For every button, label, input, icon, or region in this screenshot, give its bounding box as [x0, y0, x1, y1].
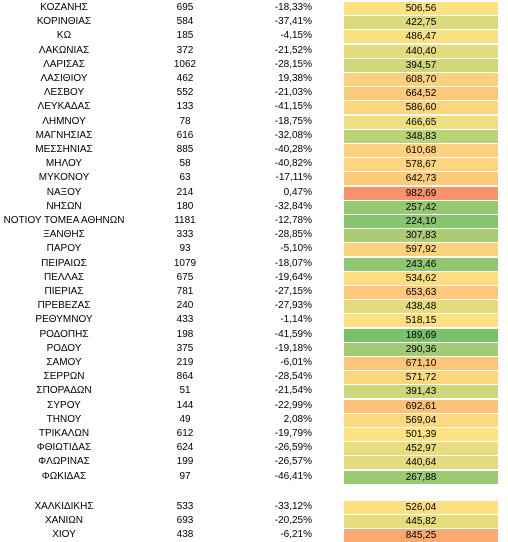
- region-name-cell: ΧΙΟΥ: [52, 529, 76, 541]
- table-row: [0, 455, 508, 469]
- count-cell: 781: [176, 286, 194, 297]
- table-row: [0, 115, 508, 129]
- value-cell: 571,72: [344, 370, 498, 384]
- percent-change-cell: -41,15%: [274, 101, 312, 113]
- table-row: [0, 257, 508, 271]
- value-cell: 440,40: [344, 44, 498, 58]
- region-name-cell: ΤΗΝΟΥ: [46, 413, 82, 425]
- table-row: [0, 171, 508, 185]
- table-row: [0, 200, 508, 214]
- value-cell: 569,04: [344, 413, 498, 427]
- table-row: [0, 427, 508, 441]
- value-cell: 257,42: [344, 200, 498, 214]
- percent-change-cell: -27,93%: [274, 300, 312, 312]
- region-name-cell: ΤΡΙΚΑΛΩΝ: [38, 428, 90, 439]
- region-name-cell: ΠΡΕΒΕΖΑΣ: [37, 300, 91, 312]
- count-cell: 198: [176, 328, 194, 340]
- percent-change-cell: -12,78%: [274, 215, 312, 226]
- region-name-cell: ΦΩΚΙΔΑΣ: [41, 470, 87, 482]
- region-name-cell: ΜΗΛΟΥ: [45, 158, 83, 170]
- table-row: [0, 370, 508, 384]
- region-name-cell: ΦΘΙΩΤΙΔΑΣ: [36, 442, 92, 454]
- value-cell: 452,97: [344, 441, 498, 455]
- count-cell: 199: [176, 456, 194, 468]
- region-name-cell: ΛΑΡΙΣΑΣ: [43, 58, 85, 70]
- count-cell: 1079: [173, 257, 197, 269]
- count-cell: 58: [179, 158, 191, 170]
- value-cell: 290,36: [344, 342, 498, 356]
- table-row: [0, 313, 508, 327]
- count-cell: 552: [176, 87, 194, 99]
- value-cell: 653,63: [344, 285, 498, 299]
- region-name-cell: ΜΕΣΣΗΝΙΑΣ: [35, 144, 93, 155]
- value-cell: 608,70: [344, 72, 498, 86]
- table-row: [0, 72, 508, 86]
- region-name-cell: ΛΑΣΙΘΙΟΥ: [40, 73, 88, 84]
- percent-change-cell: -21,52%: [274, 44, 312, 56]
- percent-change-cell: -6,01%: [280, 357, 312, 368]
- region-name-cell: ΠΑΡΟΥ: [46, 243, 82, 255]
- value-cell: 445,82: [344, 514, 498, 528]
- percent-change-cell: -28,15%: [274, 58, 312, 70]
- percent-change-cell: 0,47%: [283, 186, 312, 198]
- percent-change-cell: -19,18%: [274, 342, 312, 354]
- value-cell: 307,83: [344, 228, 498, 242]
- value-cell: 586,60: [344, 100, 498, 114]
- value-cell: 642,73: [344, 171, 498, 185]
- value-cell: 348,83: [344, 129, 498, 143]
- table-row: [0, 44, 508, 58]
- region-name-cell: ΛΕΥΚΑΔΑΣ: [37, 101, 91, 113]
- value-cell: 394,57: [344, 58, 498, 72]
- percent-change-cell: -28,54%: [274, 371, 312, 383]
- count-cell: 214: [176, 186, 194, 198]
- count-cell: 93: [179, 243, 191, 255]
- percent-change-cell: -26,57%: [274, 456, 312, 468]
- value-cell: 391,43: [344, 384, 498, 398]
- percent-change-cell: 19,38%: [278, 73, 312, 84]
- region-name-cell: ΡΕΘΥΜΝΟΥ: [35, 314, 93, 326]
- count-cell: 63: [179, 172, 191, 184]
- count-cell: 462: [176, 73, 194, 84]
- count-cell: 49: [179, 413, 191, 425]
- region-name-cell: ΣΑΜΟΥ: [46, 357, 82, 368]
- percent-change-cell: -17,11%: [275, 172, 312, 184]
- region-name-cell: ΣΠΟΡΑΔΩΝ: [36, 385, 92, 397]
- count-cell: 584: [176, 16, 194, 28]
- value-cell: 189,69: [344, 328, 498, 342]
- region-name-cell: ΜΥΚΟΝΟΥ: [38, 172, 90, 184]
- table-row: [0, 413, 508, 427]
- count-cell: 438: [176, 529, 194, 541]
- region-name-cell: ΣΥΡΟΥ: [47, 399, 81, 411]
- count-cell: 375: [176, 342, 194, 354]
- count-cell: 1062: [173, 58, 197, 70]
- region-name-cell: ΜΑΓΝΗΣΙΑΣ: [35, 129, 93, 141]
- percent-change-cell: -18,07%: [274, 257, 312, 269]
- count-cell: 219: [176, 357, 194, 368]
- count-cell: 78: [179, 115, 191, 127]
- table-row: [0, 15, 508, 29]
- region-name-cell: ΡΟΔΟΥ: [46, 342, 82, 354]
- percent-change-cell: -33,12%: [274, 501, 312, 512]
- table-row: [0, 470, 508, 484]
- percent-change-cell: -46,41%: [274, 470, 312, 482]
- count-cell: 533: [176, 501, 194, 512]
- value-cell: 526,04: [344, 500, 498, 514]
- percent-change-cell: -28,85%: [274, 229, 312, 241]
- count-cell: 695: [176, 2, 194, 13]
- percent-change-cell: -32,84%: [274, 200, 312, 212]
- table-row: [0, 214, 508, 228]
- value-cell: 664,52: [344, 86, 498, 100]
- value-cell: 578,67: [344, 157, 498, 171]
- count-cell: 51: [179, 385, 191, 397]
- percent-change-cell: -21,03%: [274, 87, 312, 99]
- table-row: [0, 58, 508, 72]
- value-cell: 267,88: [344, 470, 498, 484]
- table-row: [0, 29, 508, 43]
- value-cell: 671,10: [344, 356, 498, 370]
- value-cell: 610,68: [344, 143, 498, 157]
- count-cell: 864: [176, 371, 194, 383]
- table-row: [0, 129, 508, 143]
- region-name-cell: ΦΛΩΡΙΝΑΣ: [38, 456, 90, 468]
- region-name-cell: ΛΗΜΝΟΥ: [42, 115, 86, 127]
- table-row: [0, 1, 508, 15]
- percent-change-cell: -1,14%: [280, 314, 312, 326]
- value-cell: 486,47: [344, 29, 498, 43]
- count-cell: 885: [176, 144, 194, 155]
- count-cell: 372: [176, 44, 194, 56]
- percent-change-cell: -18,75%: [274, 115, 312, 127]
- table-row: [0, 242, 508, 256]
- table-row: [0, 285, 508, 299]
- count-cell: 675: [176, 271, 194, 283]
- value-cell: 438,48: [344, 299, 498, 313]
- percent-change-cell: -19,64%: [274, 271, 312, 283]
- table-row: [0, 328, 508, 342]
- region-name-cell: ΛΕΣΒΟΥ: [43, 87, 85, 99]
- region-name-cell: ΠΕΛΛΑΣ: [43, 271, 85, 283]
- table-row: [0, 271, 508, 285]
- table-row: [0, 384, 508, 398]
- count-cell: 1181: [174, 215, 196, 226]
- percent-change-cell: -20,25%: [274, 515, 312, 527]
- value-cell: 982,69: [344, 186, 498, 200]
- value-cell: 243,46: [344, 257, 498, 271]
- count-cell: 333: [176, 229, 194, 241]
- table-row: [0, 500, 508, 514]
- region-name-cell: ΝΟΤΙΟΥ ΤΟΜΕΑ ΑΘΗΝΩΝ: [3, 215, 125, 226]
- region-name-cell: ΞΑΝΘΗΣ: [43, 229, 85, 241]
- value-cell: 466,65: [344, 115, 498, 129]
- percent-change-cell: -26,59%: [274, 442, 312, 454]
- region-name-cell: ΧΑΝΙΩΝ: [44, 515, 84, 527]
- count-cell: 624: [176, 442, 194, 454]
- percent-change-cell: -27,15%: [274, 286, 312, 297]
- region-name-cell: ΚΟΖΑΝΗΣ: [40, 2, 88, 13]
- percent-change-cell: -37,41%: [274, 16, 312, 28]
- percent-change-cell: -32,08%: [274, 129, 312, 141]
- table-row: [0, 399, 508, 413]
- table-row: [0, 143, 508, 157]
- percent-change-cell: -19,79%: [274, 428, 312, 439]
- count-cell: 612: [176, 428, 194, 439]
- region-name-cell: ΚΩ: [56, 30, 72, 42]
- region-name-cell: ΠΕΙΡΑΙΩΣ: [41, 257, 87, 269]
- table-row: [0, 441, 508, 455]
- percent-change-cell: -40,82%: [274, 158, 312, 170]
- count-cell: 616: [176, 129, 194, 141]
- percent-change-cell: -41,59%: [274, 328, 312, 340]
- value-cell: 422,75: [344, 15, 498, 29]
- count-cell: 240: [176, 300, 194, 312]
- region-name-cell: ΚΟΡΙΝΘΙΑΣ: [36, 16, 92, 28]
- count-cell: 97: [179, 470, 191, 482]
- table-row: [0, 157, 508, 171]
- value-cell: 518,15: [344, 313, 498, 327]
- value-cell: 501,39: [344, 427, 498, 441]
- table-row: [0, 299, 508, 313]
- region-name-cell: ΛΑΚΩΝΙΑΣ: [38, 44, 90, 56]
- region-name-cell: ΧΑΛΚΙΔΙΚΗΣ: [34, 501, 94, 512]
- table-row: [0, 228, 508, 242]
- value-cell: 534,62: [344, 271, 498, 285]
- percent-change-cell: -6,21%: [280, 529, 312, 541]
- percent-change-cell: 2,08%: [283, 413, 312, 425]
- table-row: [0, 342, 508, 356]
- value-cell: 224,10: [344, 214, 498, 228]
- region-name-cell: ΡΟΔΟΠΗΣ: [39, 328, 89, 340]
- region-name-cell: ΝΑΞΟΥ: [46, 186, 82, 198]
- percent-change-cell: -40,28%: [274, 144, 312, 155]
- percent-change-cell: -21,54%: [274, 385, 312, 397]
- percent-change-cell: -5,10%: [280, 243, 312, 255]
- value-cell: 597,92: [344, 242, 498, 256]
- count-cell: 185: [176, 30, 194, 42]
- table-row: [0, 514, 508, 528]
- table-row: [0, 86, 508, 100]
- region-name-cell: ΠΙΕΡΙΑΣ: [44, 286, 84, 297]
- table-row: [0, 186, 508, 200]
- count-cell: 693: [176, 515, 194, 527]
- value-cell: 506,56: [344, 1, 498, 15]
- count-cell: 180: [176, 200, 194, 212]
- table-row: [0, 356, 508, 370]
- table-row: [0, 100, 508, 114]
- region-name-cell: ΝΗΣΩΝ: [46, 200, 82, 212]
- count-cell: 133: [176, 101, 194, 113]
- percent-change-cell: -22,99%: [274, 399, 312, 411]
- region-name-cell: ΣΕΡΡΩΝ: [43, 371, 85, 383]
- percent-change-cell: -18,33%: [274, 2, 312, 13]
- count-cell: 144: [176, 399, 194, 411]
- percent-change-cell: -4,15%: [280, 30, 312, 42]
- count-cell: 433: [176, 314, 194, 326]
- value-cell: 440,64: [344, 455, 498, 469]
- blank-row: [0, 484, 508, 498]
- value-cell: 845,25: [344, 528, 498, 542]
- value-cell: 692,61: [344, 399, 498, 413]
